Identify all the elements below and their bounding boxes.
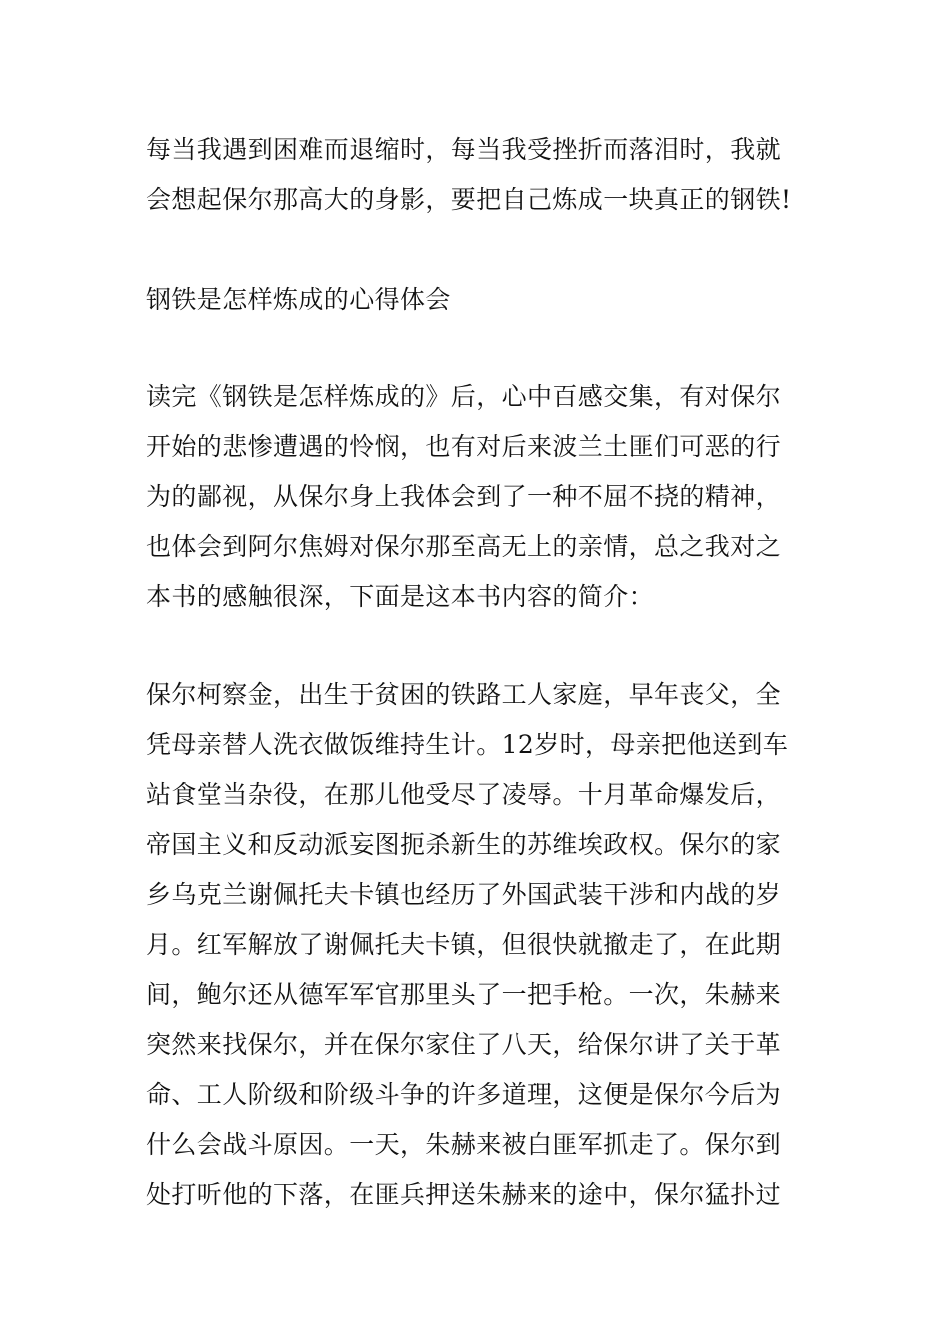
paragraph-2-line-5: 本书的感触很深，下面是这本书内容的简介： xyxy=(146,582,655,611)
paragraph-3-line-9: 命、工人阶级和阶级斗争的许多道理，这便是保尔今后为 xyxy=(146,1080,782,1109)
paragraph-2-line-4: 也体会到阿尔焦姆对保尔那至高无上的亲情，总之我对之 xyxy=(146,532,782,561)
paragraph-3-line-4: 帝国主义和反动派妄图扼杀新生的苏维埃政权。保尔的家 xyxy=(146,830,782,859)
section-heading: 钢铁是怎样炼成的心得体会 xyxy=(146,285,451,314)
paragraph-3-line-6: 月。红军解放了谢佩托夫卡镇，但很快就撤走了，在此期 xyxy=(146,930,782,959)
paragraph-3-line-8: 突然来找保尔，并在保尔家住了八天，给保尔讲了关于革 xyxy=(146,1030,782,1059)
paragraph-3-line-10: 什么会战斗原因。一天，朱赫来被白匪军抓走了。保尔到 xyxy=(146,1130,782,1159)
paragraph-3-line-11: 处打听他的下落，在匪兵押送朱赫来的途中，保尔猛扑过 xyxy=(146,1180,782,1209)
paragraph-2-line-3: 为的鄙视，从保尔身上我体会到了一种不屈不挠的精神， xyxy=(146,482,782,511)
paragraph-1-line-2: 会想起保尔那高大的身影，要把自己炼成一块真正的钢铁! xyxy=(146,185,792,214)
paragraph-2-line-1: 读完《钢铁是怎样炼成的》后，心中百感交集，有对保尔 xyxy=(146,382,782,411)
paragraph-3-line-5: 乡乌克兰谢佩托夫卡镇也经历了外国武装干涉和内战的岁 xyxy=(146,880,782,909)
paragraph-3-line-2: 凭母亲替人洗衣做饭维持生计。12岁时，母亲把他送到车 xyxy=(146,730,789,759)
paragraph-3-line-3: 站食堂当杂役，在那儿他受尽了凌辱。十月革命爆发后， xyxy=(146,780,782,809)
paragraph-3-line-1: 保尔柯察金，出生于贫困的铁路工人家庭，早年丧父，全 xyxy=(146,680,782,709)
paragraph-3-line-7: 间，鲍尔还从德军军官那里头了一把手枪。一次，朱赫来 xyxy=(146,980,782,1009)
paragraph-2-line-2: 开始的悲惨遭遇的怜悯，也有对后来波兰土匪们可恶的行 xyxy=(146,432,782,461)
paragraph-1-line-1: 每当我遇到困难而退缩时，每当我受挫折而落泪时，我就 xyxy=(146,135,782,164)
